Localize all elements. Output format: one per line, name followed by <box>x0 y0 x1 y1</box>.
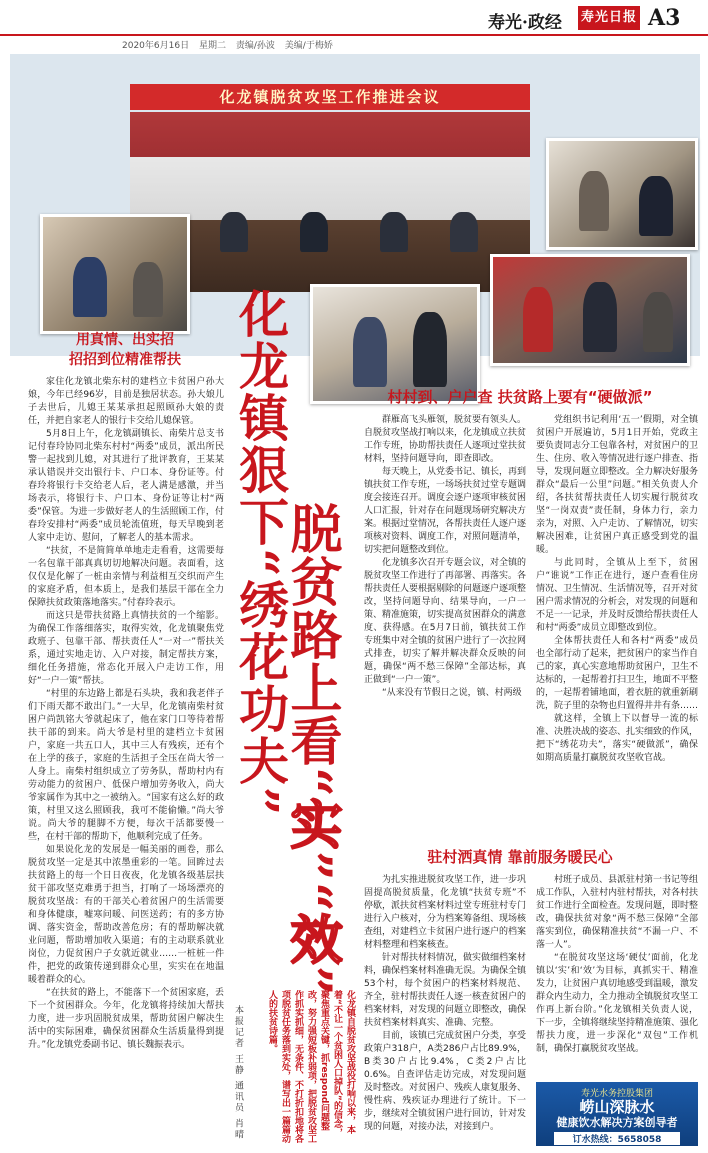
visitor-figure <box>639 176 673 236</box>
attendee-figure <box>300 212 328 252</box>
section-heading-left-line1: 用真情、出实招 <box>76 332 174 348</box>
paragraph: 村班子成员、县派驻村第一书记等组成工作队，入驻村内驻村帮扶，对各村扶贫工作进行全面检查。发现问题，即时整改，确保扶贫对象“两不愁三保障”全部落实到位，确保精准扶贫“不漏一户、不落一人”。 <box>536 875 698 950</box>
paragraph: 党组织书记利用‘五一’假期，对全镇贫困户开展遍访，5月1日开始，党政主要负责同志分工包靠各村，对贫困户的卫生、住房、收入等情况进行逐户排查、指导，发现问题立即整改。全力解决好服务群众“最后一公里”问题。”相关负责人介绍，各扶贫帮扶责任人切实履行脱贫攻坚“一岗双责”责任制，身体力行，亲力亲为，对照、入户走访、了解情况，切实解决困难，让贫困户真正感受到党的温暖。 <box>536 415 698 555</box>
photo-banner <box>10 54 700 356</box>
resident-figure <box>353 317 387 387</box>
masthead <box>0 0 708 36</box>
issue-weekday: 星期二 <box>198 41 226 51</box>
resident-figure <box>643 292 673 352</box>
paragraph: 群雁高飞头雁领，脱贫要有领头人。自脱贫攻坚战打响以来，化龙镇成立扶贫工作专班，协助帮扶责任人逐项过堂扶贫材料，坚持问题导向，即查即改。 <box>364 415 526 464</box>
paragraph: 就这样，全镇上下以督导一流的标准、决胜决战的姿态、扎实细致的作风，把下“绣花功夫”，落实“硬做派”，确保如期高质量打赢脱贫攻坚收官战。 <box>536 714 698 763</box>
designer-credit: 美编/于梅娇 <box>284 41 333 51</box>
meeting-banner-text: 化龙镇脱贫攻坚工作推进会议 <box>130 84 530 110</box>
indoor-visit-photo <box>546 138 698 250</box>
section-heading-service: 驻村洒真情 靠前服务暖民心 <box>427 848 613 866</box>
paragraph: 每天晚上，从党委书记、镇长，再到镇扶贫工作专班，一场场扶贫过堂专题调度会接连召开。调度会逐户逐项审核贫困人口汇报，针对存在问题现场研究解决方案。根据过堂情况，各帮扶责任人逐户逐项核对资料、调度工作，对照问题清单，切实把问题整改到位。 <box>364 467 526 555</box>
dateline <box>122 38 340 51</box>
ad-company: 寿光水务控股集团 <box>580 1089 653 1099</box>
sub-headline-join: ”“ <box>281 850 342 913</box>
article-column-3 <box>536 414 698 838</box>
newspaper-logo: 寿光日报 <box>578 6 640 30</box>
resident-figure <box>579 171 609 231</box>
resident-figure <box>133 262 163 317</box>
attendee-figure <box>220 212 248 252</box>
paragraph: 针对帮扶材料情况，做实做细档案材料，确保档案材料准确无误。为确保全镇53个村，每个贫困户的档案材料规范、齐全，驻村帮扶责任人逐一核查贫困户的档案材料，对发现的问题立即整改，确保扶贫档案材料真实、准确、完整。 <box>364 953 526 1028</box>
paragraph: 化龙镇多次召开专题会议，对全镇的脱贫攻坚工作进行了再部署、再落实。各帮扶责任人要根据剔除的问题逐户逐项整改，坚持问题导向、结果导向，一户一策、精准施策，切实提高贫困群众的满意度、获得感。在5月7日前，镇扶贫工作专班集中对全镇的贫困户进行了一次拉网式排查，切实了解并解决群众反映的问题，确保“两不愁三保障”全部达标，真正做到“一户一策”。 <box>364 558 526 685</box>
home-visit-photo <box>40 214 190 334</box>
section-heading-left-line2: 招招到位精准帮扶 <box>69 352 181 368</box>
meeting-photo <box>130 112 530 292</box>
byline: 本报记者 王静 通讯员 肖晴 <box>233 1005 243 1141</box>
issue-date: 2020年6月16日 <box>122 41 190 51</box>
article-column-5 <box>536 874 698 1076</box>
paragraph: “扶贫，不是简简单单地走走看看，这需要每一名包靠干部真真切切地解决问题。表面看，这仅仅是化解了一桩由亲情与利益相互交织而产生的家庭矛盾，但本质上，是我们基层干部在全力保障扶贫政策落地落实。”付春玲表示。 <box>28 546 224 608</box>
paragraph: 为扎实推进脱贫攻坚工作，进一步巩固提高脱贫质量，化龙镇“扶贫专班”不停歇，派扶贫档案材料过堂专班驻村专门进行入户核对，分为档案筹备组、现场核查组，对建档立卡贫困户进行逐户的档案材料整理和档案核查。 <box>364 875 526 950</box>
section-title: 寿光·政经 <box>488 13 562 33</box>
water-advertisement <box>536 1082 698 1146</box>
sub-headline-mark-xiao: 效 <box>281 912 342 966</box>
paragraph: 家住化龙镇北柴东村的建档立卡贫困户孙大娘，今年已经96岁，目前是独居状态。孙大娘儿子去世后，儿媳王某某承担起照顾孙大娘的责任，并把自家老人的银行卡交给儿媳保管。 <box>28 377 224 426</box>
sub-headline-suffix: ” <box>281 965 342 997</box>
paragraph: 如果说化龙的发展是一幅美丽的画卷，那么脱贫攻坚一定是其中浓墨重彩的一笔。回眸过去扶贫路上的每一个日日夜夜，化龙镇各级基层扶贫干部攻坚克难勇于担当，打响了一场场漂亮的脱贫攻坚战：有的干部关心着贫困户的生活需要和身体健康，嘘寒问暖、问医送药；有的多方协调、落实资金，帮助改善危房；有的帮助解决就业问题，帮助增加收入渠道；有的主动联系就业岗位，力促贫困户子女就近就业……一桩桩一件件，把党的政策传递到群众心里，实实在在地温暖着群众的心。 <box>28 845 224 985</box>
paragraph: “在扶贫的路上，不能落下一个贫困家庭，丢下一个贫困群众。今年，化龙镇将持续加大帮扶力度，进一步巩固脱贫成果，帮助贫困户解决生活中的实际困难，确保贫困群众生活质量得到提升。”化龙镇党委副书记、镇长魏振表示。 <box>28 988 224 1050</box>
editor-credit: 责编/孙波 <box>235 41 275 51</box>
section-heading-inspection: 村村到、户户查 扶贫路上要有“硬做派” <box>387 388 653 406</box>
ad-slogan: 健康饮水解决方案创导者 <box>556 1116 678 1129</box>
paragraph: 全体帮扶责任人和各村“两委”成员也全部行动了起来，把贫困户的家当作自己的家，真心实意地帮助贫困户，卫生不达标的，一起帮着打扫卫生，地面不平整的，一起帮着铺地面，着衣脏的就重新刷洗，院子里的杂物也归置得井井有条…… <box>536 636 698 711</box>
paragraph: “从来没有节假日之说，镇、村两级 <box>382 688 522 698</box>
paragraph: 5月8日上午，化龙镇副镇长、南柴片总支书记付春玲协同北柴东村村“两委”成员，派出所民警一起找到儿媳，对其进行了批评教育，王某某承认错误并交出银行卡、户口本、身份证等。付春玲将银行卡交给老人后，老人满是感激，并当场表示，将银行卡、户口本、身份证等让村“两委”保管。为进一步做好老人的生活照顾工作，付春玲安排村“两委”成员轮流值班，每天早晚到老人家中走访、慰问，了解老人的基本需求。 <box>28 429 224 543</box>
visitor-figure <box>73 257 107 317</box>
paragraph: 目前，该镇已完成贫困户分类，享受政策户318户，A类286户占比89.9%，B类30户占比9.4%，C类2户占比0.6%。自查评估走访完成，对发现问题及时整改。对贫困户、残疾人康复服务、慢性病、残疾证办理进行了统计。下一步，继续对全镇贫困户进行回访，针对发现的问题，对接办法，对接到户。 <box>364 1031 526 1132</box>
editorial-intro: 化龙镇自脱贫攻坚战役打响以来，本着“不让一个贫困人口掉队”的信念，聚焦重点关键，抓respond问题整改，努力强短板补弱项，把脱贫攻坚工作抓实抓细，无条件、不打折扣地将各项脱贫任务落到实处，谱写出一篇篇动人的扶贫诗篇。 <box>267 990 355 1143</box>
paragraph: “村里的东边路上都是石头块，我和我老伴子们下雨天都不敢出门。”一大早，化龙镇南柴村贫困户尚凯铭大爷就起床了，他在家门口等待着帮扶干部的到来。尚大爷是村里的建档立卡贫困户，家庭一共五口人，其中三人有残疾，还有个在上学的孩子，家庭的生活担子全压在尚大爷一人身上。南柴村组织成立了劳务队，帮助村内有劳动能力的贫困户、低保户增加劳务收入，尚大爷家属作为其中之一被纳入。“国家有这么好的政策，村里又这么照顾我，我可不能偷懒。”尚大爷说。尚大爷的腿脚不方便，每次干活都要慢一些，在村干部的帮助下，他顺利完成了任务。 <box>28 689 224 842</box>
main-headline: 化龙镇狠下“绣花功夫” <box>231 288 290 818</box>
attendee-figure <box>450 212 478 252</box>
group-visit-photo <box>490 254 690 366</box>
visitor-figure <box>523 287 553 352</box>
sub-headline-prefix: 脱贫路上看“ <box>281 502 342 798</box>
article-column-4 <box>364 874 526 1144</box>
visitor-figure <box>413 312 447 387</box>
ad-hotline: 订水热线：5658058 <box>554 1132 680 1145</box>
article-column-2 <box>364 414 526 838</box>
article-column-1 <box>28 376 224 1144</box>
visitor-figure <box>583 282 617 352</box>
sub-headline-mark-shi: 实 <box>281 797 342 851</box>
paragraph: “在脱贫攻坚这场‘硬仗’面前，化龙镇以‘实’和‘效’为目标，真抓实干、精准发力，让贫困户真切地感受到温暖，激发群众内生动力，全力推动全镇脱贫攻坚工作再上新台阶。”化龙镇相关负责人说，下一步，全镇将继续坚持精准施策、强化帮扶力度，进一步深化“双包”工作机制，确保打赢脱贫攻坚战。 <box>536 953 698 1054</box>
paragraph: 与此同时，全镇从上至下，贫困户“谁说”工作正在进行，逐户查看住房情况、卫生情况、生活情况等，召开对贫困户需求情况的分析会，对发现的问题和不足一一记录，并及时反馈给帮扶责任人和村“两委”成员立即整改到位。 <box>536 558 698 633</box>
page-number: A3 <box>648 5 681 31</box>
section-heading-left <box>30 330 220 370</box>
sub-headline <box>280 502 342 997</box>
attendee-figure <box>380 212 408 252</box>
ad-brand: 崂山深脉水 <box>579 1098 655 1116</box>
paragraph: 而这只是带扶贫路上真情扶贫的一个缩影。为确保工作落细落实，取得实效，化龙镇聚焦党政班子、包靠干部、帮扶责任人“一对一”帮扶关系，通过实地走访、入户对接，制定帮扶方案，细化任务措施，常态化开展入户走访工作，用好“一户一策”帮扶。 <box>28 611 224 686</box>
